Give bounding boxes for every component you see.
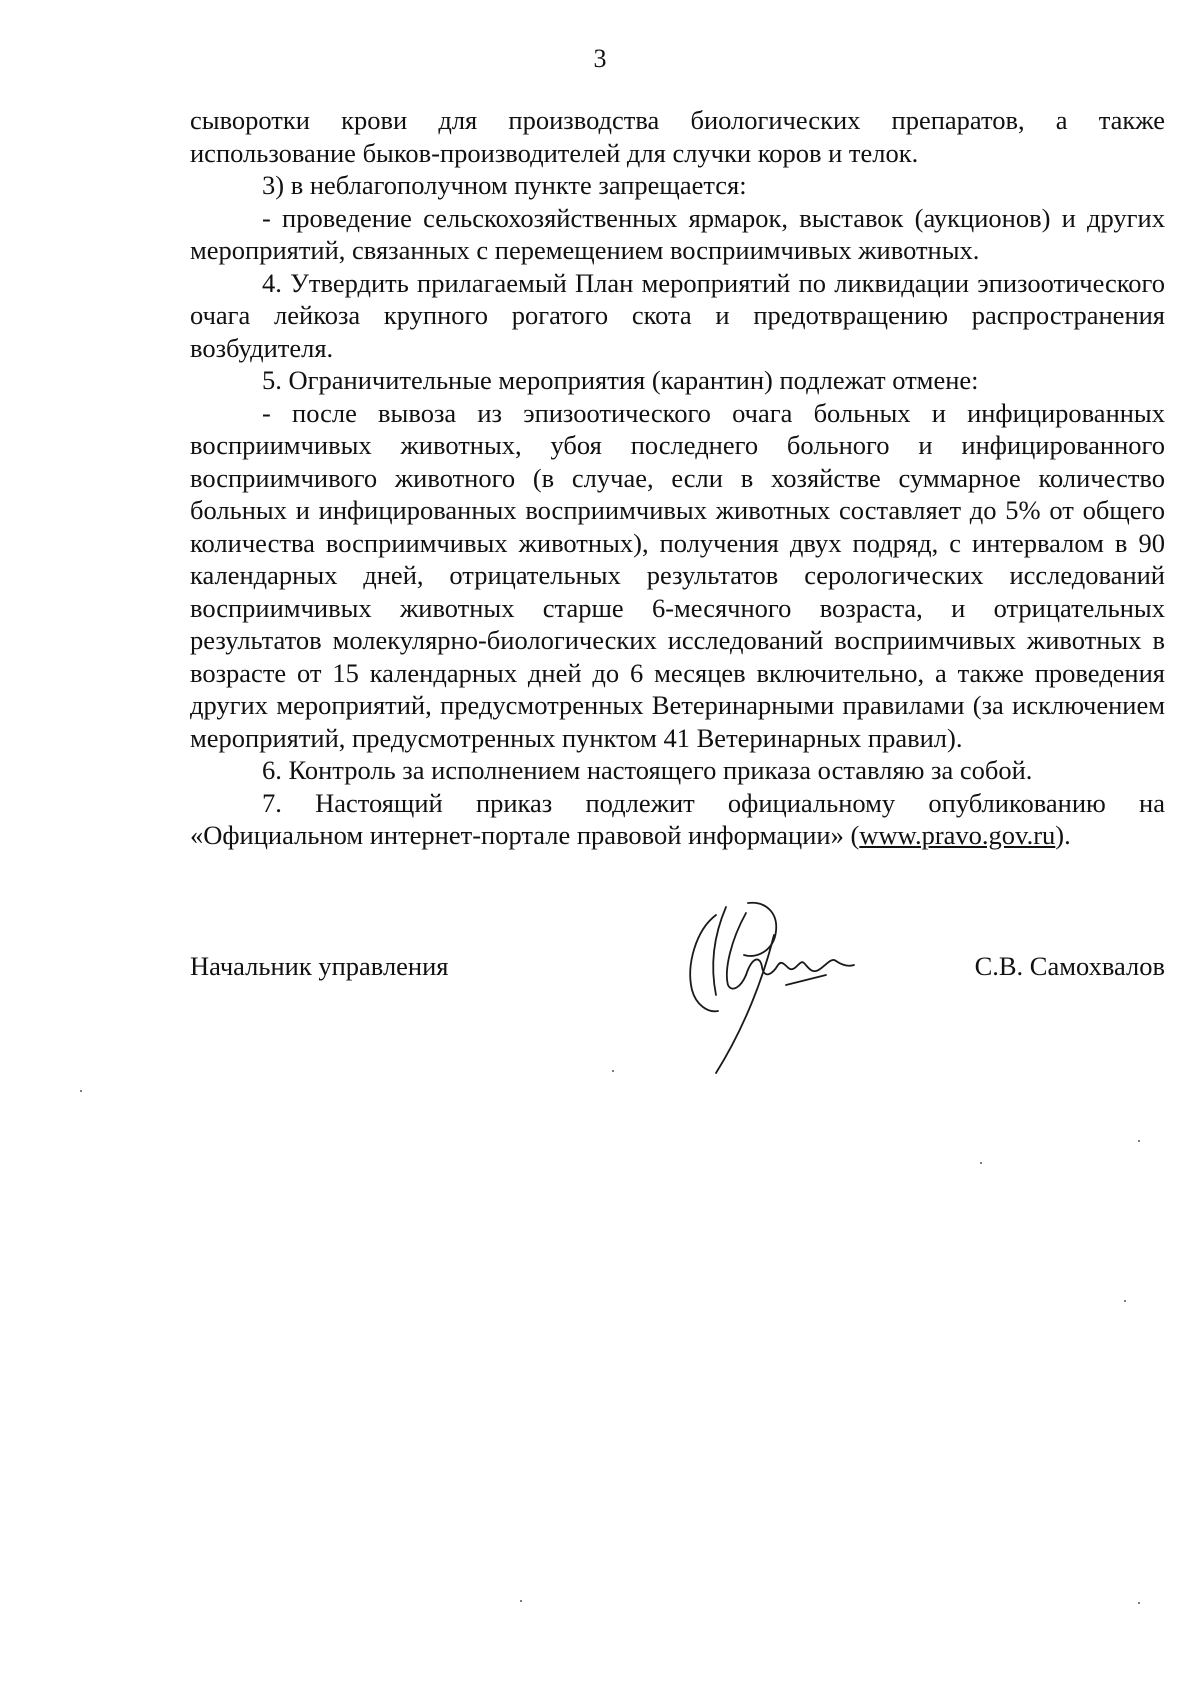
signer-title: Начальник управления: [190, 951, 449, 981]
scan-speck: [520, 1600, 522, 1602]
signer-name: С.В. Самохвалов: [974, 951, 1165, 981]
paragraph-item-5: 5. Ограничительные мероприятия (карантин) подлежат отмене:: [262, 365, 979, 395]
publication-text-end: ).: [1055, 820, 1071, 850]
handwritten-signature: [686, 895, 866, 1075]
paragraph-clause-3-item: - проведение сельскохозяйственных ярмарок, выставок (аукционов) и других мероприятий, связанных с перемещением восприимчивых животных.: [190, 202, 1165, 265]
scan-speck: [1138, 1140, 1140, 1142]
scan-speck: [980, 1162, 982, 1164]
scan-speck: [1138, 1602, 1140, 1604]
publication-text: 7. Настоящий приказ подлежит официальному опубликованию на «Официальном интернет-портале правовой информации» (: [190, 787, 1165, 850]
paragraph-continuation: сыворотки крови для производства биологических препаратов, а также использование быков-производителей для случки коров и телок.: [190, 105, 1165, 168]
scan-speck: [1124, 1300, 1126, 1302]
signature-block: [190, 950, 1165, 990]
paragraph-item-4: 4. Утвердить прилагаемый План мероприятий по ликвидации эпизоотического очага лейкоза крупного рогатого скота и предотвращению распространения возбудителя.: [190, 267, 1165, 363]
paragraph-item-7: [190, 787, 1165, 852]
pravo-link[interactable]: www.pravo.gov.ru: [859, 820, 1056, 850]
paragraph-item-6: 6. Контроль за исполнением настоящего приказа оставляю за собой.: [262, 755, 1033, 785]
paragraph-item-5-conditions: - после вывоза из эпизоотического очага больных и инфицированных восприимчивых животных, убоя последнего больного и инфицированного восприимчивого животного (в случае, если в хозяйстве суммарное количество больных и инфицированных восприимчивых животных составляет до 5% от общего количества восприимчивых животных), получения двух подряд, с интервалом в 90 календарных дней, отрицательных результатов серологических исследований восприимчивых животных старше 6-месячного возраста, и отрицательных результатов молекулярно-биологических исследований восприимчивых животных в возрасте от 15 календарных дней до 6 месяцев включительно, а также проведения других мероприятий, предусмотренных Ветеринарными правилами (за исключением мероприятий, предусмотренных пунктом 41 Ветеринарных правил).: [190, 397, 1165, 753]
scan-speck: [80, 1090, 82, 1092]
document-body: [190, 104, 1165, 852]
paragraph-clause-3: 3) в неблагополучном пункте запрещается:: [262, 170, 747, 200]
page-number: 3: [593, 44, 607, 73]
scan-speck: [612, 1070, 614, 1072]
